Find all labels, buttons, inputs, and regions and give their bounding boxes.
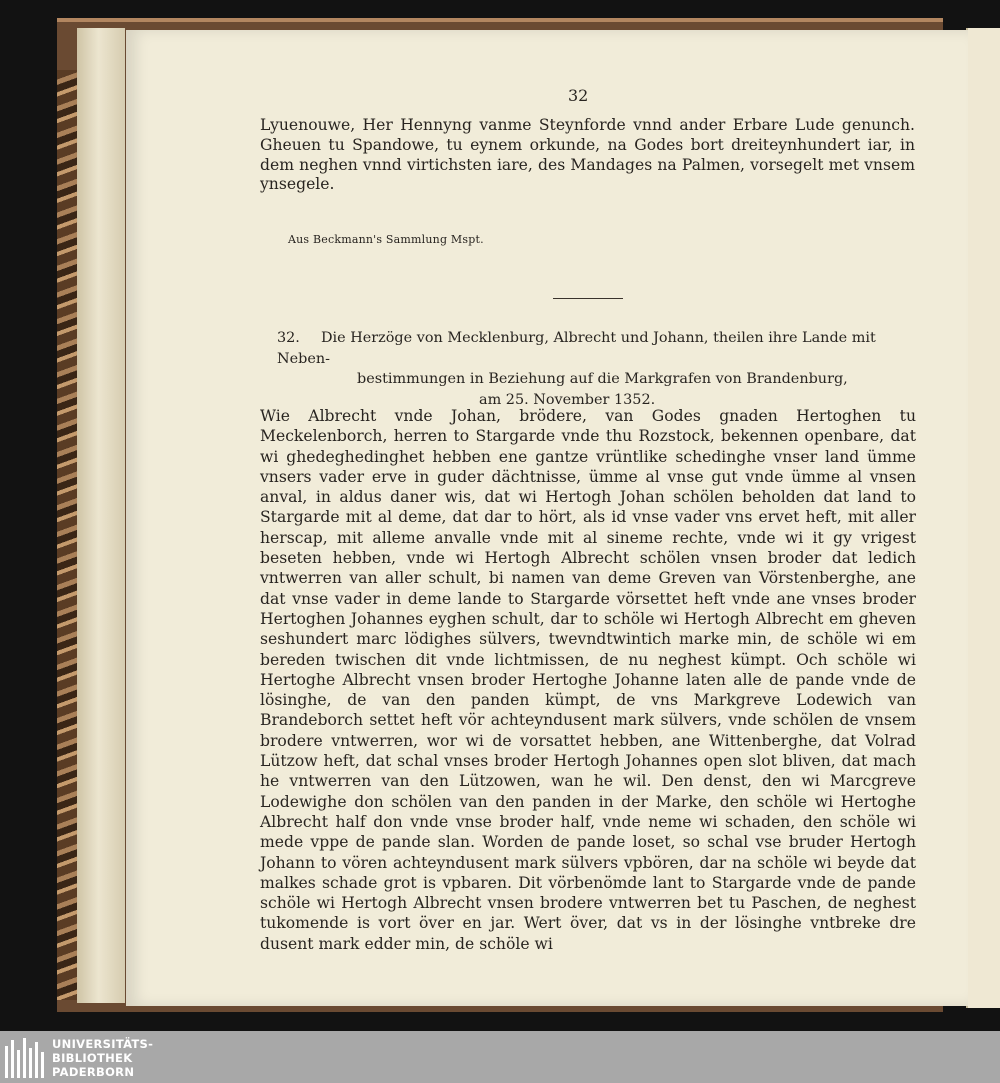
library-name-line-3: PADERBORN [52, 1065, 135, 1079]
document-number: 32. [277, 330, 300, 346]
intro-text: Lyuenouwe, Her Hennyng vanme Steynforde vnnd ander Erbare Lude genunch. Gheuen tu Spandowe, tu eynem orkunde, na Godes bort dreiteynhundert iar, in dem neghen vnnd virtichsten iare, des Mandages na Palmen, vorsegelt met vnsem ynsegele. [260, 116, 915, 194]
heading-line-1 [277, 328, 927, 369]
document-heading [277, 328, 927, 410]
page-number: 32 [568, 86, 589, 105]
heading-line-2: bestimmungen in Beziehung auf die Markgrafen von Brandenburg, [357, 371, 848, 387]
body-paragraph: Wie Albrecht vnde Johan, brödere, van Godes gnaden Hertoghen tu Meckelenborch, herren to Stargarde vnde thu Rozstock, bekennen openbare, dat wi ghedeghedinghet hebben ene gantze vrüntlike schedinghe vnser land ümme vnsers vader erve in guder dächtnisse, ümme al vnse gut vnde ümme al vnsen anval, in aldus daner wis, dat wi Hertogh Johan schölen beholden dat land to Stargarde mit al deme, dat dar to hört, als id vnse vader vns ervet heft, mit aller herscap, mit alleme anvalle vnde mit al sineme rechte, vnde wi it gy vrigest beseten hebben, vnde wi Hertogh Albrecht schölen vnsen broder dat ledich vntwerren van aller schult, bi namen van deme Greven van Vörstenberghe, ane dat vnse vader in deme lande to Stargarde vörsettet heft vnde ane vnses broder Hertoghen Johannes eyghen schult, dar to schöle wi Hertogh Albrecht em gheven seshundert marc lödighes sülvers, twevndtwintich marke min, de schöle wi em bereden twischen dit vnde lichtmissen, de nu neghest kümpt. Och schöle wi Hertoghe Albrecht vnsen broder Hertoghe Johanne laten alle de pande vnde de lösinghe, de van den panden kümpt, de vns Markgreve Lodewich van Brandeborch settet heft vör achteyndusent mark sülvers, vnde schölen de vnsem brodere vntwerren, wor wi de vorsattet hebben, ane Wittenberghe, dat Volrad Lützow heft, dat schal vnses broder Hertogh Johannes open slot bliven, dat mach he vntwerren van den Lützowen, wan he wil. Den denst, den wi Marcgreve Lodewighe don schölen van den panden in der Marke, den schöle wi Hertoghe Albrecht half don vnde vnse broder half, vnde neme wi schaden, den schöle wi mede vppe de pande slan. Worden de pande loset, so schal vse bruder Hertogh Johann to vören achteyndusent mark sülvers vpbören, dar na schöle wi beyde dat malkes schade grot is vpbaren. Dit vörbenömde lant to Stargarde vnde de pande schöle wi Hertogh Albrecht vnsen brodere vntwerren bet tu Paschen, de neghest tukomende is vort över en jar. Wert över, dat vs in der lösinghe vntbreke dre dusent mark edder min, de schöle wi [260, 407, 916, 953]
heading-line-1-text: Die Herzöge von Mecklenburg, Albrecht und Johann, theilen ihre Lande mit Neben- [277, 330, 876, 367]
library-name [52, 1037, 153, 1079]
page-edges [77, 28, 125, 1003]
heading-line-3: am 25. November 1352. [479, 391, 656, 408]
library-name-line-2: BIBLIOTHEK [52, 1051, 133, 1065]
library-logo-icon [3, 1036, 47, 1080]
library-footer [0, 1031, 1000, 1083]
intro-paragraph [260, 116, 915, 195]
document-body [260, 406, 916, 954]
library-name-line-1: UNIVERSITÄTS- [52, 1037, 154, 1051]
source-note: Aus Beckmann's Sammlung Mspt. [288, 233, 484, 246]
section-divider [553, 298, 623, 299]
book-page [126, 30, 968, 1006]
next-page-edge [966, 28, 1000, 1008]
